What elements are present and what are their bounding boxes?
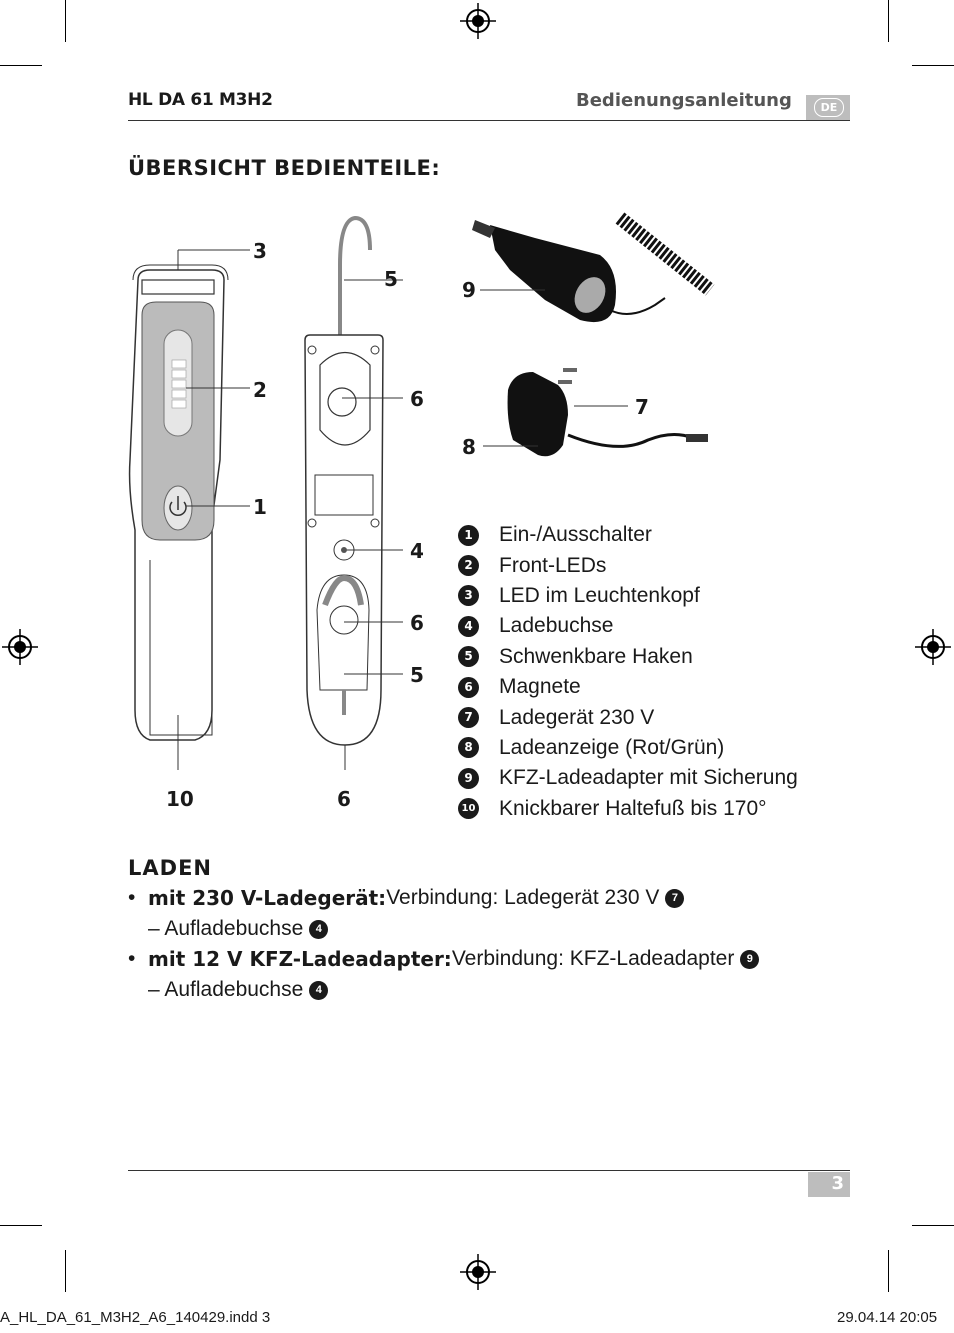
manual-title: Bedienungsanleitung — [576, 90, 792, 111]
charging-item-label: mit 230 V-Ladegerät: — [148, 886, 387, 910]
crop-mark — [0, 65, 42, 66]
crop-mark — [888, 0, 889, 42]
registration-mark-icon — [915, 629, 951, 665]
callout-label: 5 — [384, 267, 398, 291]
legend-item — [458, 672, 798, 702]
legend-number: 6 — [458, 677, 479, 698]
callout-label: 10 — [166, 787, 194, 811]
section-title: ÜBERSICHT BEDIENTEILE: — [128, 156, 441, 180]
language-badge — [806, 95, 850, 120]
callout-label: 9 — [462, 278, 476, 302]
reference-number: 7 — [665, 889, 684, 908]
parts-legend — [458, 520, 798, 824]
bullet: • — [128, 947, 136, 970]
reference-number: 4 — [309, 981, 328, 1000]
legend-number: 2 — [458, 555, 479, 576]
legend-number: 8 — [458, 737, 479, 758]
legend-text: Magnete — [499, 675, 581, 699]
car-adapter-illustration — [460, 210, 730, 335]
print-timestamp: 29.04.14 20:05 — [837, 1309, 938, 1326]
charging-item-230v-continuation — [148, 917, 328, 941]
legend-number: 4 — [458, 616, 479, 637]
charging-item-text: – Aufladebuchse — [148, 917, 304, 940]
callout-label: 5 — [410, 663, 424, 687]
callout-label: 3 — [253, 239, 267, 263]
legend-text: Front-LEDs — [499, 553, 607, 577]
charging-item-text: Verbindung: Ladegerät 230 V — [386, 886, 660, 909]
language-badge-label: DE — [814, 98, 844, 117]
legend-text: KFZ-Ladeadapter mit Sicherung — [499, 766, 798, 790]
bullet: • — [128, 886, 136, 909]
print-file-slug: A_HL_DA_61_M3H2_A6_140429.indd 3 — [0, 1309, 271, 1326]
legend-number: 3 — [458, 585, 479, 606]
legend-number: 9 — [458, 768, 479, 789]
header-rule — [128, 120, 850, 121]
callout-label: 1 — [253, 495, 267, 519]
legend-number: 7 — [458, 707, 479, 728]
crop-mark — [912, 1225, 954, 1226]
charging-item-12v-continuation — [148, 978, 328, 1002]
registration-mark-icon — [460, 3, 496, 39]
page-number — [808, 1172, 850, 1197]
legend-item — [458, 550, 798, 580]
callout-label: 6 — [410, 387, 424, 411]
charging-item-text: – Aufladebuchse — [148, 978, 304, 1001]
callout-label: 4 — [410, 539, 424, 563]
charger-illustration — [478, 360, 723, 460]
reference-number: 9 — [740, 950, 759, 969]
legend-text: Ladebuchse — [499, 614, 614, 638]
crop-mark — [65, 0, 66, 42]
registration-mark-icon — [460, 1254, 496, 1290]
legend-item — [458, 733, 798, 763]
charging-section-title: LADEN — [128, 856, 212, 880]
legend-item — [458, 611, 798, 641]
registration-mark-icon — [2, 629, 38, 665]
page-number-label: 3 — [831, 1173, 844, 1194]
legend-item — [458, 581, 798, 611]
callout-label: 6 — [410, 611, 424, 635]
legend-number: 1 — [458, 525, 479, 546]
charging-item-230v — [128, 886, 684, 910]
legend-number: 5 — [458, 646, 479, 667]
charging-item-text: Verbindung: KFZ-Ladeadapter — [451, 947, 735, 970]
legend-text: Ladeanzeige (Rot/Grün) — [499, 735, 725, 759]
legend-number: 10 — [458, 798, 479, 819]
legend-item — [458, 642, 798, 672]
legend-item — [458, 763, 798, 793]
legend-text: Schwenkbare Haken — [499, 644, 693, 668]
callout-label: 8 — [462, 435, 476, 459]
legend-item — [458, 794, 798, 824]
crop-mark — [912, 65, 954, 66]
reference-number: 4 — [309, 920, 328, 939]
callout-label: 6 — [337, 787, 351, 811]
charging-item-12v — [128, 947, 759, 971]
footer-rule — [128, 1170, 850, 1171]
crop-mark — [0, 1225, 42, 1226]
legend-text: Ladegerät 230 V — [499, 705, 655, 729]
legend-text: Ein-/Ausschalter — [499, 523, 652, 547]
legend-item — [458, 702, 798, 732]
legend-item — [458, 520, 798, 550]
crop-mark — [888, 1250, 889, 1292]
charging-item-label: mit 12 V KFZ-Ladeadapter: — [148, 947, 452, 971]
legend-text: Knickbarer Haltefuß bis 170° — [499, 796, 767, 820]
callout-label: 2 — [253, 378, 267, 402]
crop-mark — [65, 1250, 66, 1292]
callout-label: 7 — [635, 395, 649, 419]
legend-text: LED im Leuchtenkopf — [499, 583, 700, 607]
model-number: HL DA 61 M3H2 — [128, 90, 273, 110]
